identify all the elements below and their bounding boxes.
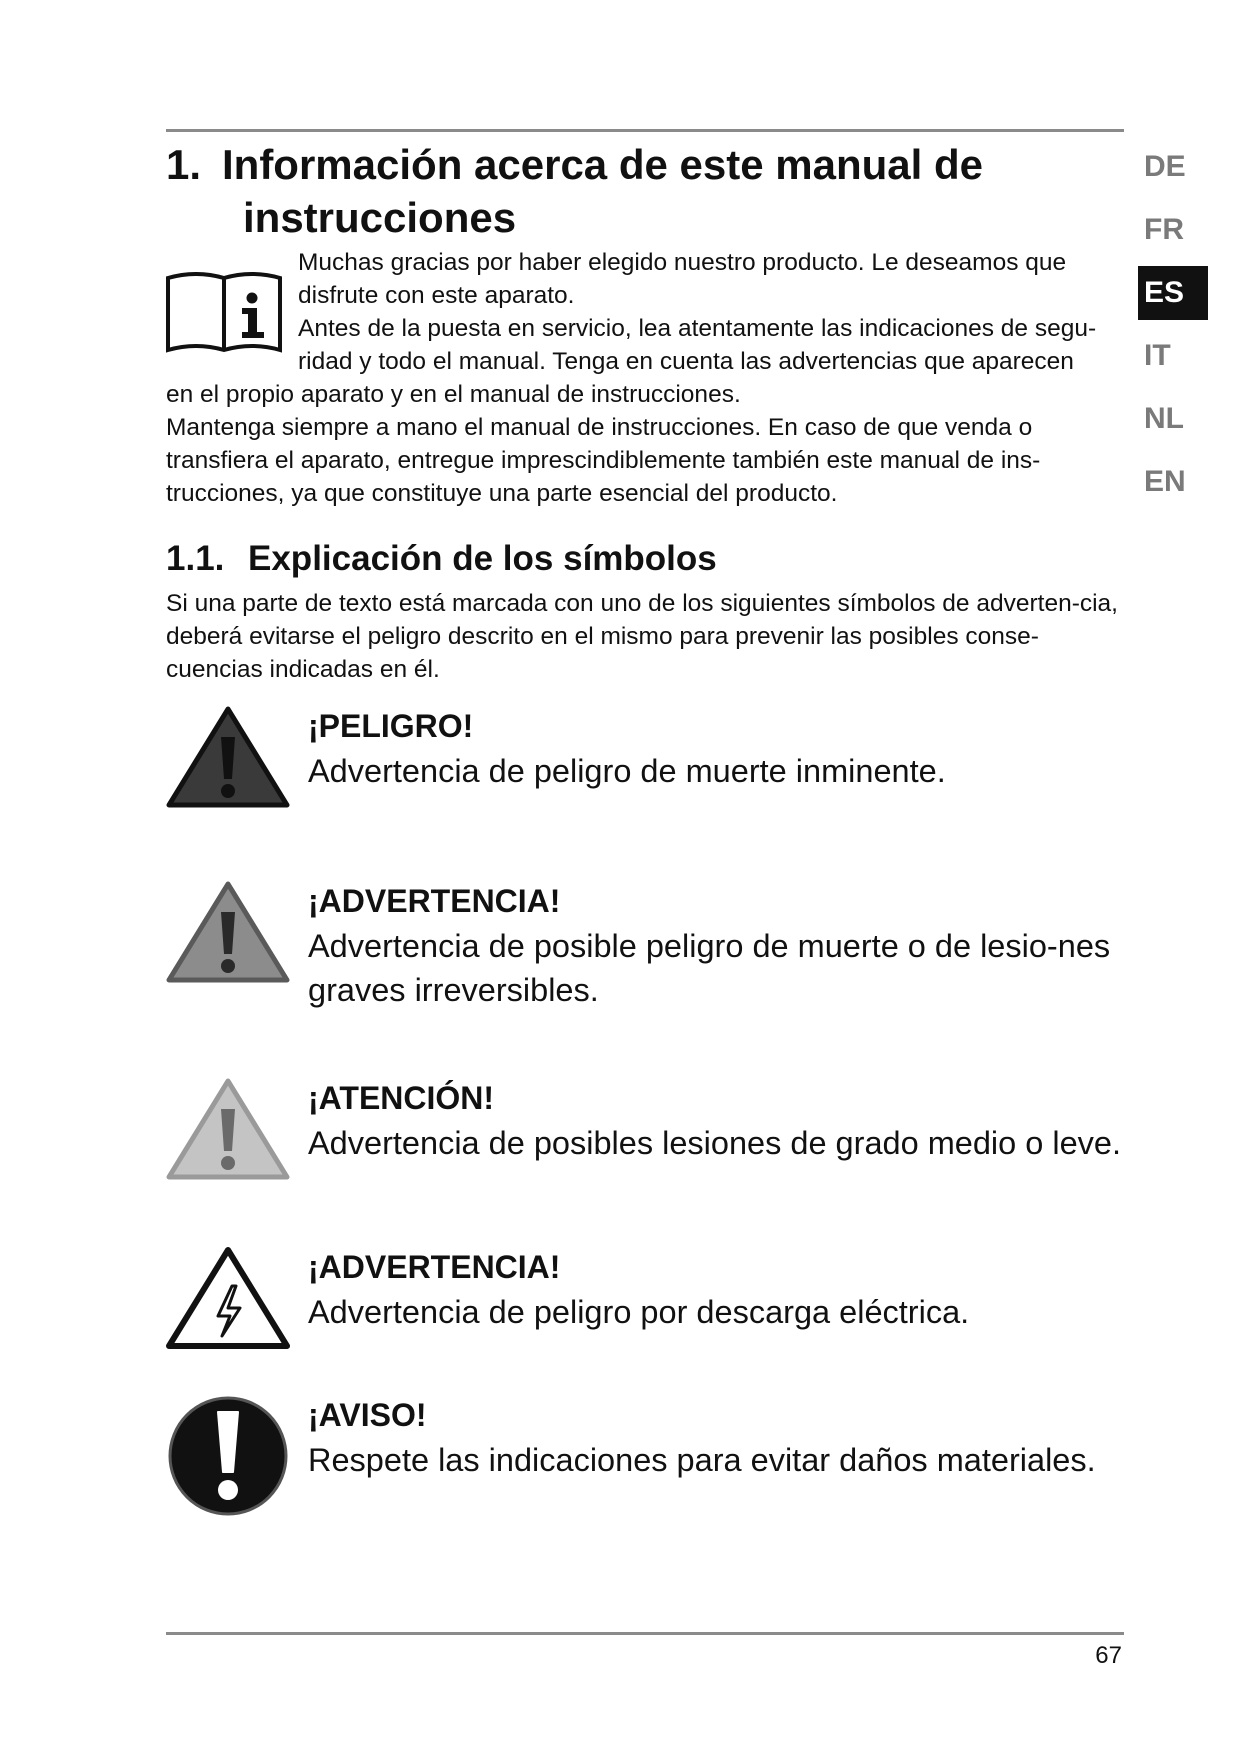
danger-triangle-icon <box>166 705 290 811</box>
section-heading <box>166 537 717 581</box>
intro-p2-line3: en el propio aparato y en el manual de instrucciones. <box>166 381 741 408</box>
intro-p1-line2: disfrute con este aparato. <box>298 282 575 309</box>
heading-line-1: Información acerca de este manual de <box>222 141 983 188</box>
symbol-description: Advertencia de peligro de muerte inminente. <box>308 753 946 789</box>
intro-p2-line1: Antes de la puesta en servicio, lea atentamente las indicaciones de segu- <box>298 315 1097 342</box>
page-title <box>166 138 1026 244</box>
warning-triangle-icon <box>166 880 290 986</box>
symbol-title: ¡AVISO! <box>308 1397 427 1433</box>
symbol-title: ¡ADVERTENCIA! <box>308 1249 561 1285</box>
heading-line-2: instrucciones <box>243 194 517 241</box>
intro-p1-line1: Muchas gracias por haber elegido nuestro producto. Le deseamos que <box>298 249 1067 276</box>
intro-text <box>166 246 1124 510</box>
section-title: Explicación de los símbolos <box>248 539 717 578</box>
symbol-title: ¡ADVERTENCIA! <box>308 883 561 919</box>
heading-number: 1. <box>166 141 202 188</box>
lang-tab-en[interactable]: EN <box>1144 465 1186 498</box>
lang-tab-de[interactable]: DE <box>1144 150 1186 183</box>
symbol-description: Advertencia de peligro por descarga eléctrica. <box>308 1294 970 1330</box>
caution-triangle-icon <box>166 1077 290 1183</box>
section-number: 1.1. <box>166 539 225 578</box>
symbol-description: Advertencia de posible peligro de muerte o de lesio-nes graves irreversibles. <box>308 928 1111 1008</box>
page-number: 67 <box>1095 1642 1122 1669</box>
symbol-description: Advertencia de posibles lesiones de grado medio o leve. <box>308 1125 1122 1161</box>
lang-tab-fr[interactable]: FR <box>1144 213 1184 246</box>
language-tabs <box>1138 140 1208 518</box>
bottom-rule <box>166 1632 1124 1635</box>
intro-p3: Mantenga siempre a mano el manual de instrucciones. En caso de que venda o transfiera el aparato, entregue imprescindiblemente también este manual de ins-trucciones, ya que constituye una parte esencial del producto. <box>166 414 1041 507</box>
notice-exclamation-circle-icon <box>166 1394 290 1518</box>
symbol-title: ¡PELIGRO! <box>308 708 474 744</box>
lang-tab-nl[interactable]: NL <box>1144 402 1184 435</box>
lang-tab-it[interactable]: IT <box>1144 339 1171 372</box>
symbol-title: ¡ATENCIÓN! <box>308 1080 495 1116</box>
symbols-intro: Si una parte de texto está marcada con uno de los siguientes símbolos de adverten-cia, deberá evitarse el peligro descrito en el mismo para prevenir las posibles conse-cuencias indicadas en él. <box>166 590 1118 683</box>
symbol-description: Respete las indicaciones para evitar daños materiales. <box>308 1442 1096 1478</box>
top-rule <box>166 129 1124 132</box>
intro-p2-line2: ridad y todo el manual. Tenga en cuenta las advertencias que aparecen <box>298 348 1074 375</box>
lang-tab-es[interactable]: ES <box>1138 266 1208 320</box>
electric-shock-triangle-icon <box>166 1246 290 1352</box>
